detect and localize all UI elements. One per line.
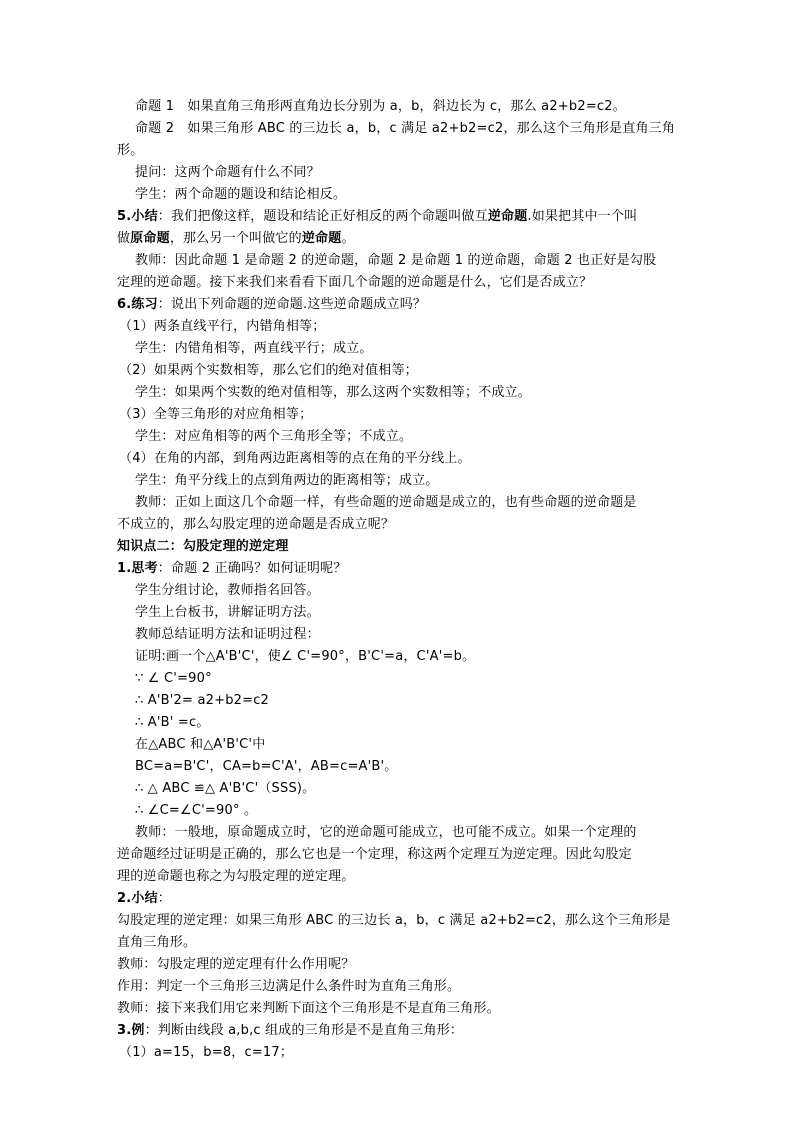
example-item-1: （1）a=15，b=8，c=17；: [119, 1045, 294, 1060]
proposition-1: 命题 1 如果直角三角形两直角边长分别为 a，b，斜边长为 c，那么 a2+b2=c2。: [135, 99, 626, 114]
teacher-question: 教师：勾股定理的逆定理有什么作用呢？: [117, 957, 355, 972]
teacher-text: 教师：正如上面这几个命题一样，有些命题的逆命题是成立的，也有些命题的逆命题是: [135, 495, 637, 510]
discussion-text: 教师总结证明方法和证明过程：: [135, 627, 320, 642]
discussion-text: 学生分组讨论，教师指名回答。: [135, 583, 320, 598]
exercise-item-4: （4）在角的内部，到角两边距离相等的点在角的平分线上。: [119, 451, 471, 466]
proof-line: BC=a=B'C'，CA=b=C'A'，AB=c=A'B'。: [135, 759, 398, 774]
exercise-6: 6.练习：说出下列命题的逆命题.这些逆命题成立吗？: [117, 297, 427, 312]
teacher-text-continued: 不成立的，那么勾股定理的逆命题是否成立呢？: [117, 517, 395, 532]
proof-line: 在△ABC 和△A'B'C'中: [135, 737, 266, 752]
usage-text: 作用：判定一个三角形三边满足什么条件时为直角三角形。: [117, 979, 461, 994]
question-text: 提问：这两个命题有什么不同？: [135, 165, 320, 180]
section-number: 5.小结: [117, 209, 158, 224]
proof-line: ∴ △ ABC ≌△ A'B'C'（SSS)。: [135, 781, 316, 796]
proof-line: ∵ ∠ C'=90°: [135, 671, 212, 686]
student-answer: 学生：如果两个实数的绝对值相等，那么这两个实数相等；不成立。: [135, 385, 532, 400]
summary-5: 5.小结：我们把像这样，题设和结论正好相反的两个命题叫做互逆命题.如果把其中一个叫: [117, 209, 638, 224]
teacher-text-continued: 定理的逆命题。接下来我们来看看下面几个命题的逆命题是什么，它们是否成立？: [117, 275, 593, 290]
student-answer: 学生：内错角相等，两直线平行；成立。: [135, 341, 373, 356]
section-number: 6.练习: [117, 297, 158, 312]
proof-line: 证明:画一个△A'B'C'，使∠ C'=90°，B'C'=a，C'A'=b。: [135, 649, 476, 664]
teacher-text-continued: 理的逆命题也称之为勾股定理的逆定理。: [117, 869, 355, 884]
student-answer: 学生：角平分线上的点到角两边的距离相等；成立。: [135, 473, 439, 488]
document-body: [117, 96, 677, 1064]
proof-line: ∴ A'B' =c。: [135, 715, 210, 730]
section-number: 3.例: [117, 1023, 145, 1038]
think-1: 1.思考：命题 2 正确吗？如何证明呢？: [117, 561, 347, 576]
teacher-text: 教师：接下来我们用它来判断下面这个三角形是不是直角三角形。: [117, 1001, 500, 1016]
theorem-statement: 勾股定理的逆定理：如果三角形 ABC 的三边长 a，b，c 满足 a2+b2=c2，那么这个三角形是: [117, 913, 671, 928]
proof-line: ∴ ∠C=∠C'=90° 。: [135, 803, 258, 818]
discussion-text: 学生上台板书，讲解证明方法。: [135, 605, 320, 620]
exercise-item-2: （2）如果两个实数相等，那么它们的绝对值相等；: [119, 363, 418, 378]
proof-line: ∴ A'B'2= a2+b2=c2: [135, 693, 270, 708]
teacher-text: 教师：一般地，原命题成立时，它的逆命题可能成立，也可能不成立。如果一个定理的: [135, 825, 637, 840]
section-number: 2.小结: [117, 891, 158, 906]
summary-2: 2.小结：: [117, 891, 171, 906]
section-heading: 知识点二：勾股定理的逆定理: [117, 539, 289, 554]
exercise-item-3: （3）全等三角形的对应角相等；: [119, 407, 313, 422]
student-answer: 学生：对应角相等的两个三角形全等；不成立。: [135, 429, 413, 444]
teacher-text-continued: 逆命题经过证明是正确的，那么它也是一个定理，称这两个定理互为逆定理。因此勾股定: [117, 847, 632, 862]
proposition-2: 命题 2 如果三角形 ABC 的三边长 a，b，c 满足 a2+b2=c2，那么这个三角形是直角三角: [135, 121, 676, 136]
proposition-2-continued: 形。: [117, 143, 144, 158]
example-3: 3.例：判断由线段 a,b,c 组成的三角形是不是直角三角形：: [117, 1023, 464, 1038]
teacher-text: 教师：因此命题 1 是命题 2 的逆命题，命题 2 是命题 1 的逆命题，命题 2 也正好是勾股: [135, 253, 657, 268]
theorem-statement-continued: 直角三角形。: [117, 935, 197, 950]
exercise-item-1: （1）两条直线平行，内错角相等；: [119, 319, 326, 334]
summary-5-continued: 做原命题，那么另一个叫做它的逆命题。: [117, 231, 355, 246]
student-answer: 学生：两个命题的题设和结论相反。: [135, 187, 347, 202]
section-number: 1.思考: [117, 561, 158, 576]
